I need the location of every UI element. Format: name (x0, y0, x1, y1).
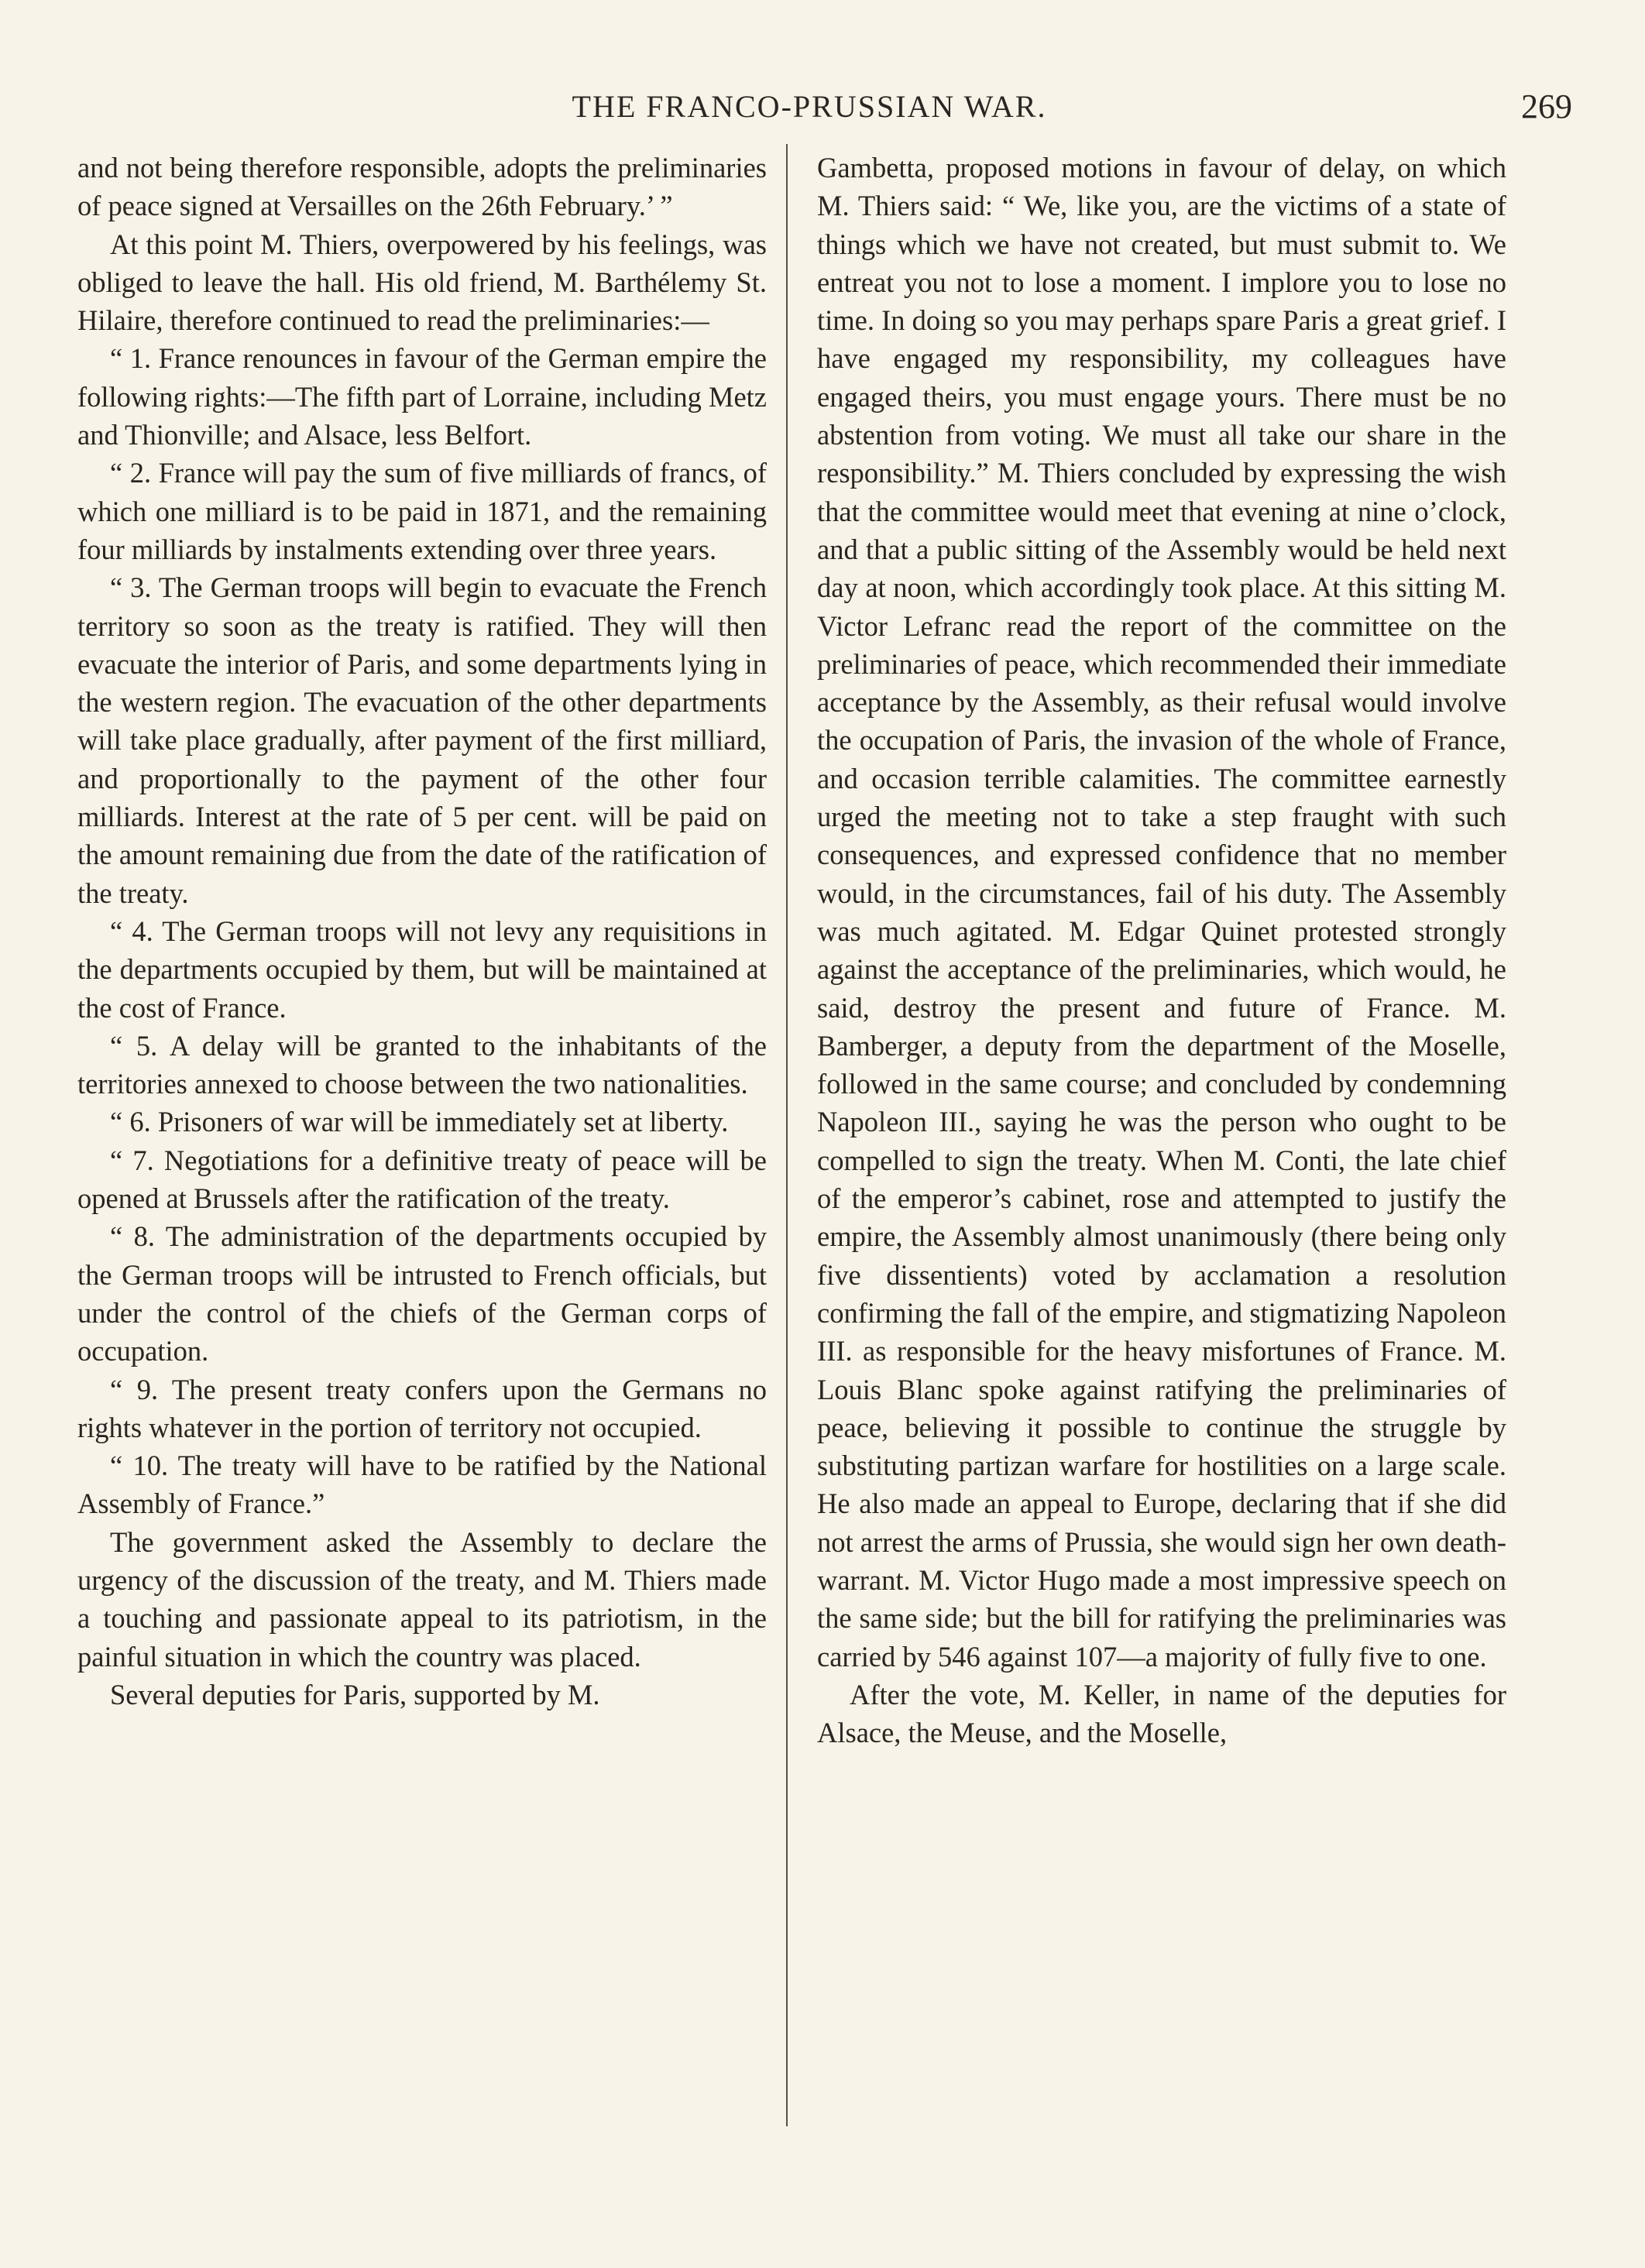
treaty-article: “ 9. The present treaty confers upon the Germans no rights whatever in the portion of territory not occupied. (77, 1373, 767, 1443)
right-column (817, 149, 1506, 2131)
treaty-article: “ 1. France renounces in favour of the German empire the following rights:—The fifth part of Lorraine, including Metz and Thionville; and Alsace, less Belfort. (77, 342, 767, 451)
left-column (77, 149, 767, 2131)
treaty-article: “ 5. A delay will be granted to the inhabitants of the territories annexed to choose between the two nationalities. (77, 1029, 767, 1100)
treaty-article: “ 8. The administration of the departments occupied by the German troops will be intrusted to French officials, but under the control of the chiefs of the German corps of occupation. (77, 1220, 767, 1367)
treaty-article: “ 2. France will pay the sum of five milliards of francs, of which one milliard is to be paid in 1871, and the remaining four milliards by instalments extending over three years. (77, 457, 767, 565)
page-title: THE FRANCO-PRUSSIAN WAR. (572, 89, 1047, 124)
treaty-article: “ 3. The German troops will begin to evacuate the French territory so soon as the treaty is ratified. They will then evacuate the interior of Paris, and some departments lying in the western region. The evacuation of the other departments will take place gradually, after payment of the first milliard, and proportionally to the payment of the other four milliards. Interest at the rate of 5 per cent. will be paid on the amount remaining due from the date of the ratification of the treaty. (77, 571, 767, 909)
treaty-article: “ 6. Prisoners of war will be immediately set at liberty. (110, 1106, 729, 1138)
paragraph: Several deputies for Paris, supported by M. (110, 1678, 600, 1710)
running-header (77, 84, 1572, 130)
column-divider (786, 144, 788, 2126)
treaty-article: “ 7. Negotiations for a definitive treaty of peace will be opened at Brussels after the ratification of the treaty. (77, 1144, 767, 1215)
paragraph: Gambetta, proposed motions in favour of delay, on which M. Thiers said: “ We, like you, are the victims of a state of things which we have not created, but must submit to. We entreat you not to lose a moment. I implore you to lose no time. In doing so you may perhaps spare Paris a great grief. I have engaged my responsibility, my colleagues have engaged theirs, you must engage yours. There must be no abstention from voting. We must all take our share in the responsibility.” M. Thiers concluded by expressing the wish that the committee would meet that evening at nine o’clock, and that a public sitting of the Assembly would be held next day at noon, which accordingly took place. At this sitting M. Victor Lefranc read the report of the committee on the preliminaries of peace, which recommended their immediate acceptance by the Assembly, as their refusal would involve the occupation of Paris, the invasion of the whole of France, and occasion terrible calamities. The committee earnestly urged the meeting not to take a step fraught with such consequences, and expressed confidence that no member would, in the circumstances, fail of his duty. The Assembly was much agitated. M. Edgar Quinet protested strongly against the acceptance of the preliminaries, which would, he said, destroy the present and future of France. M. Bamberger, a deputy from the department of the Moselle, followed in the same course; and concluded by condemning Napoleon III., saying he was the person who ought to be compelled to sign the treaty. When M. Conti, the late chief of the emperor’s cabinet, rose and attempted to justify the empire, the Assembly almost unanimously (there being only five dissentients) voted by acclamation a resolution confirming the fall of the empire, and stigmatizing Napoleon III. as responsible for the heavy misfortunes of France. M. Louis Blanc spoke against ratifying the preliminaries of peace, believing it possible to continue the struggle by substituting partizan warfare for hostilities on a large scale. He also made an appeal to Europe, declaring that if she did not arrest the arms of Prussia, she would sign her own death-warrant. M. Victor Hugo made a most impressive speech on the same side; but the bill for ratifying the preliminaries was carried by 546 against 107—a majority of fully five to one. (817, 152, 1506, 1673)
paragraph: The government asked the Assembly to declare the urgency of the discussion of the treaty, and M. Thiers made a touching and passionate appeal to its patriotism, in the painful situation in which the country was placed. (77, 1525, 767, 1673)
treaty-article: “ 4. The German troops will not levy any requisitions in the departments occupied by them, but will be maintained at the cost of France. (77, 914, 767, 1024)
paragraph: After the vote, M. Keller, in name of the deputies for Alsace, the Meuse, and the Moselle, (817, 1678, 1506, 1749)
paragraph: and not being therefore responsible, adopts the preliminaries of peace signed at Versailles on the 26th February.’ ” (77, 152, 767, 222)
treaty-article: “ 10. The treaty will have to be ratified by the National Assembly of France.” (77, 1450, 767, 1520)
page-number: 269 (1521, 87, 1572, 125)
paragraph: At this point M. Thiers, overpowered by his feelings, was obliged to leave the hall. His old friend, M. Barthélemy St. Hilaire, therefore continued to read the preliminaries:— (77, 228, 767, 337)
